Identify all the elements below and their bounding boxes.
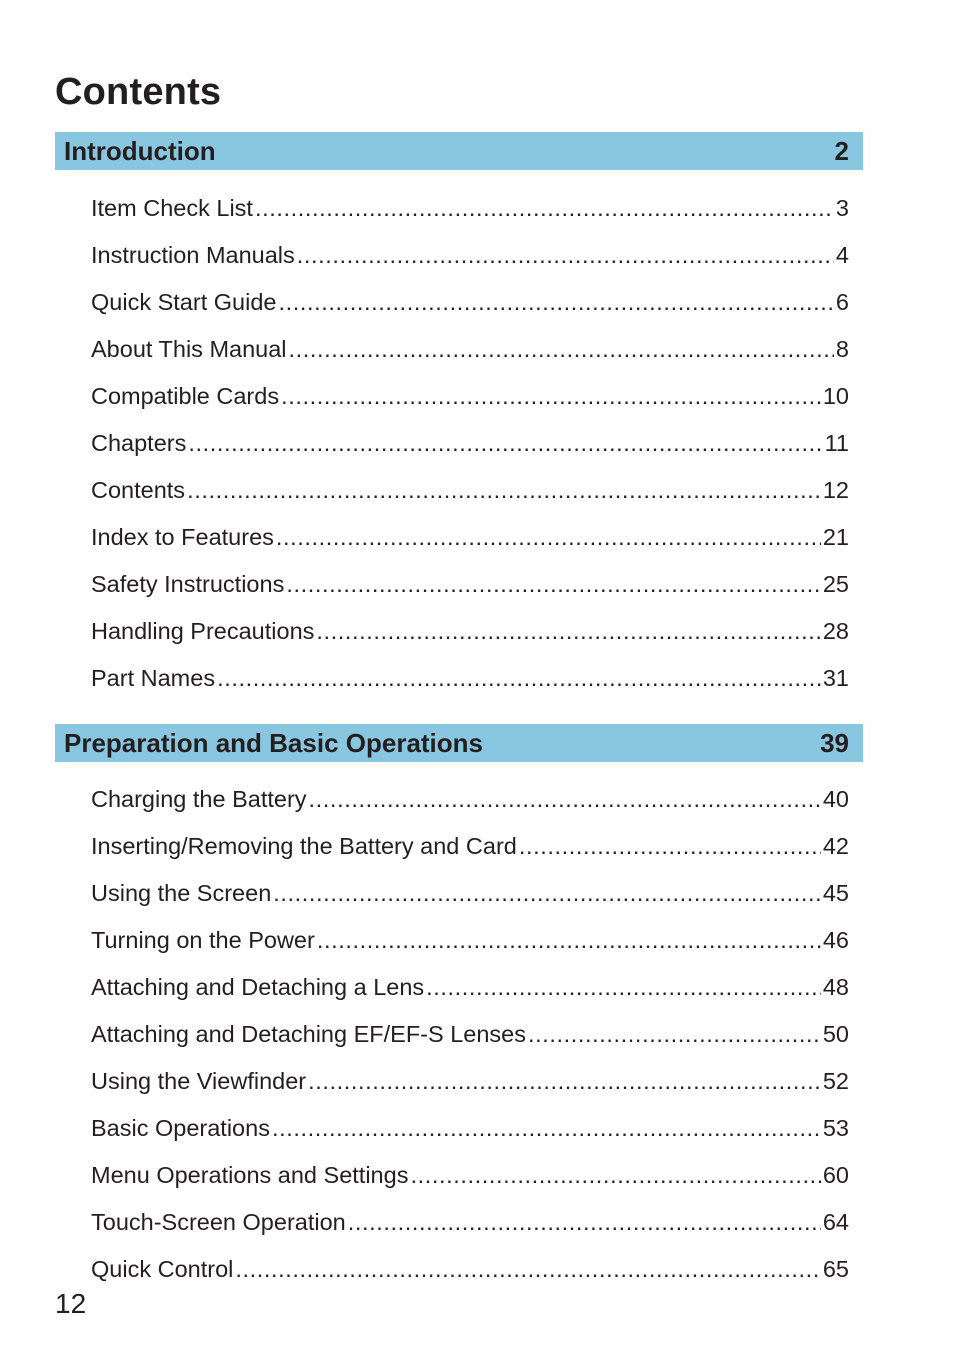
toc-entry-label: Turning on the Power — [91, 927, 315, 953]
dot-leader — [309, 776, 821, 823]
toc-entry-page: 4 — [835, 242, 849, 268]
toc-entry-page: 50 — [822, 1021, 849, 1047]
toc-entry-page: 3 — [835, 195, 849, 221]
toc-entry[interactable] — [55, 420, 863, 467]
section-header — [55, 132, 863, 170]
toc-entry-label: Handling Precautions — [91, 618, 315, 644]
toc-entry[interactable] — [55, 514, 863, 561]
toc-entry-page: 45 — [822, 880, 849, 906]
toc-entry[interactable] — [55, 1105, 863, 1152]
toc-entry-label: Attaching and Detaching EF/EF-S Lenses — [91, 1021, 526, 1047]
dot-leader — [317, 917, 821, 964]
section-introduction — [55, 132, 863, 702]
toc-entry-page: 48 — [822, 974, 849, 1000]
toc-entry[interactable] — [55, 776, 863, 823]
toc-entry[interactable] — [55, 655, 863, 702]
toc-entry-label: Instruction Manuals — [91, 242, 295, 268]
dot-leader — [426, 964, 821, 1011]
toc-entry-page: 12 — [822, 477, 849, 503]
dot-leader — [235, 1246, 821, 1293]
section-title: Preparation and Basic Operations — [64, 727, 484, 758]
section-page: 39 — [820, 727, 849, 758]
toc-entry-label: Chapters — [91, 430, 187, 456]
dot-leader — [188, 420, 822, 467]
toc-entry[interactable] — [55, 1152, 863, 1199]
dot-leader — [289, 326, 834, 373]
dot-leader — [286, 561, 821, 608]
toc-entry-page: 53 — [822, 1115, 849, 1141]
dot-leader — [187, 467, 821, 514]
dot-leader — [308, 1058, 821, 1105]
toc-entry-page: 31 — [822, 665, 849, 691]
toc-list — [55, 776, 863, 1293]
toc-entry[interactable] — [55, 1199, 863, 1246]
toc-entry-label: Basic Operations — [91, 1115, 270, 1141]
dot-leader — [255, 185, 834, 232]
toc-entry[interactable] — [55, 185, 863, 232]
toc-entry-label: Index to Features — [91, 524, 274, 550]
toc-list — [55, 185, 863, 702]
dot-leader — [276, 514, 821, 561]
toc-entry-label: Safety Instructions — [91, 571, 285, 597]
dot-leader — [519, 823, 821, 870]
toc-entry-label: Contents — [91, 477, 186, 503]
toc-entry-page: 6 — [835, 289, 849, 315]
toc-entry-page: 46 — [822, 927, 849, 953]
toc-entry-label: Attaching and Detaching a Lens — [91, 974, 425, 1000]
toc-entry-label: Inserting/Removing the Battery and Card — [91, 833, 517, 859]
toc-entry-label: Touch-Screen Operation — [91, 1209, 346, 1235]
toc-entry-page: 42 — [822, 833, 849, 859]
page-title: Contents — [55, 71, 222, 113]
dot-leader — [410, 1152, 820, 1199]
dot-leader — [217, 655, 821, 702]
dot-leader — [528, 1011, 821, 1058]
toc-entry[interactable] — [55, 964, 863, 1011]
toc-entry-page: 21 — [822, 524, 849, 550]
toc-entry-label: Using the Screen — [91, 880, 272, 906]
toc-entry-label: Charging the Battery — [91, 786, 307, 812]
toc-entry[interactable] — [55, 279, 863, 326]
toc-entry[interactable] — [55, 326, 863, 373]
toc-entry-page: 52 — [822, 1068, 849, 1094]
toc-entry[interactable] — [55, 561, 863, 608]
dot-leader — [278, 279, 833, 326]
section-page: 2 — [834, 135, 849, 166]
toc-entry-label: About This Manual — [91, 336, 287, 362]
toc-entry-page: 40 — [822, 786, 849, 812]
toc-entry-page: 10 — [822, 383, 849, 409]
toc-entry-page: 65 — [822, 1256, 849, 1282]
section-title: Introduction — [64, 135, 216, 166]
toc-entry[interactable] — [55, 870, 863, 917]
dot-leader — [272, 1105, 821, 1152]
dot-leader — [273, 870, 821, 917]
section-header — [55, 724, 863, 762]
section-preparation — [55, 724, 863, 1293]
dot-leader — [281, 373, 821, 420]
toc-entry[interactable] — [55, 1246, 863, 1293]
page-number: 12 — [55, 1288, 87, 1319]
toc-entry-page: 11 — [824, 430, 849, 456]
dot-leader — [297, 232, 834, 279]
toc-entry-label: Compatible Cards — [91, 383, 280, 409]
toc-entry-label: Item Check List — [91, 195, 253, 221]
dot-leader — [316, 608, 820, 655]
toc-entry[interactable] — [55, 1058, 863, 1105]
dot-leader — [348, 1199, 821, 1246]
toc-entry[interactable] — [55, 608, 863, 655]
toc-entry[interactable] — [55, 467, 863, 514]
toc-entry[interactable] — [55, 823, 863, 870]
toc-entry[interactable] — [55, 373, 863, 420]
toc-entry-page: 28 — [822, 618, 849, 644]
toc-entry-label: Menu Operations and Settings — [91, 1162, 409, 1188]
toc-entry-page: 25 — [822, 571, 849, 597]
toc-entry-label: Quick Start Guide — [91, 289, 277, 315]
toc-entry[interactable] — [55, 232, 863, 279]
toc-entry-label: Quick Control — [91, 1256, 234, 1282]
toc-entry-page: 60 — [822, 1162, 849, 1188]
toc-entry-page: 64 — [822, 1209, 849, 1235]
toc-entry-label: Part Names — [91, 665, 216, 691]
toc-entry-label: Using the Viewfinder — [91, 1068, 307, 1094]
toc-entry[interactable] — [55, 1011, 863, 1058]
toc-entry[interactable] — [55, 917, 863, 964]
toc-entry-page: 8 — [835, 336, 849, 362]
